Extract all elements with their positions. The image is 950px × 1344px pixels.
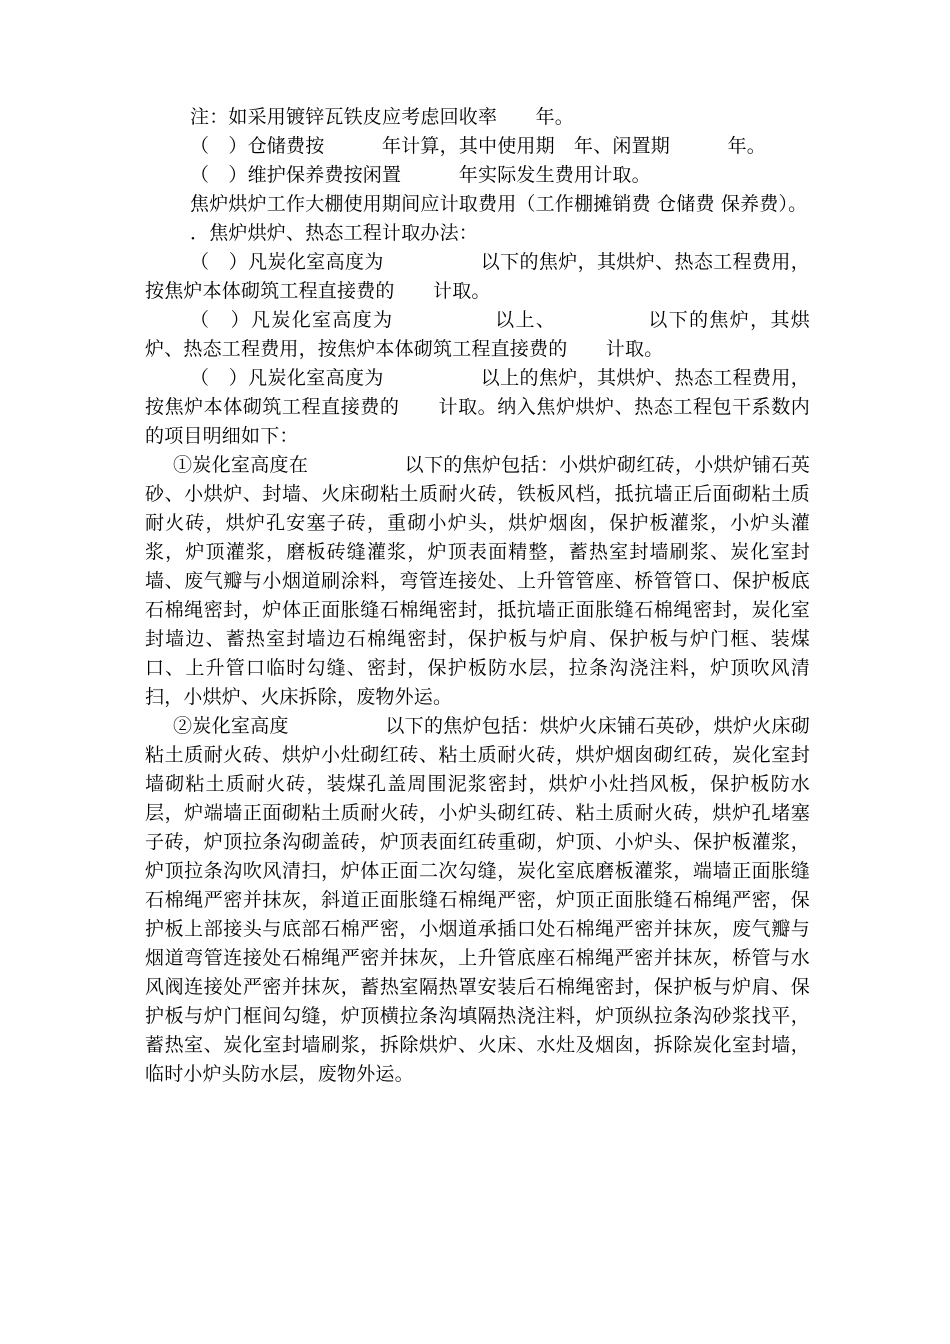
shed-fee-paragraph: 焦炉烘炉工作大棚使用期间应计取费用（工作棚摊销费 仓储费 保养费）。 <box>190 193 808 215</box>
clause-height-between: （ ）凡炭化室高度为 以上、 以下的焦炉，其烘炉、热态工程费用，按焦炉本体砌筑工程直接费的 计取。 <box>145 309 810 360</box>
section-heading-oven-method: ．焦炉烘炉、热态工程计取办法： <box>190 222 479 244</box>
document-page <box>145 103 810 1089</box>
clause-height-below: （ ）凡炭化室高度为 以下的焦炉，其烘炉、热态工程费用，按焦炉本体砌筑工程直接费的 计取。 <box>145 251 810 302</box>
item-list-1: ①炭化室高度在 以下的焦炉包括：小烘炉砌红砖，小烘炉铺石英砂、小烘炉、封墙、火床砌粘土质耐火砖，铁板风档，抵抗墙正后面砌粘土质耐火砖，烘炉孔安塞子砖，重砌小炉头，烘炉烟囱，保护板灌浆，小炉头灌浆，炉顶灌浆，磨板砖缝灌浆，炉顶表面精整，蓄热室封墙刷浆、炭化室封墙、废气瓣与小烟道刷涂料，弯管连接处、上升管管座、桥管管口、保护板底石棉绳密封，炉体正面胀缝石棉绳密封，抵抗墙正面胀缝石棉绳密封，炭化室封墙边、蓄热室封墙边石棉绳密封，保护板与炉肩、保护板与炉门框、装煤口、上升管口临时勾缝、密封，保护板防水层，拉条沟浇注料，炉顶吹风清扫，小烘炉、火床拆除，废物外运。 <box>145 454 810 708</box>
clause-height-above: （ ）凡炭化室高度为 以上的焦炉，其烘炉、热态工程费用，按焦炉本体砌筑工程直接费的 计取。纳入焦炉烘炉、热态工程包干系数内的项目明细如下： <box>145 367 810 447</box>
maintenance-fee-clause: （ ）维护保养费按闲置 年实际发生费用计取。 <box>190 164 651 186</box>
storage-fee-clause: （ ）仓储费按 年计算，其中使用期 年、闲置期 年。 <box>190 135 767 157</box>
item-list-2: ②炭化室高度 以下的焦炉包括：烘炉火床铺石英砂，烘炉火床砌粘土质耐火砖、烘炉小灶砌红砖、粘土质耐火砖，烘炉烟囱砌红砖，炭化室封墙砌粘土质耐火砖，装煤孔盖周围泥浆密封，烘炉小灶挡风板，保护板防水层，炉端墙正面砌粘土质耐火砖，小炉头砌红砖、粘土质耐火砖，烘炉孔堵塞子砖，炉顶拉条沟砌盖砖，炉顶表面红砖重砌，炉顶、小炉头、保护板灌浆，炉顶拉条沟吹风清扫，炉体正面二次勾缝，炭化室底磨板灌浆，端墙正面胀缝石棉绳严密并抹灰，斜道正面胀缝石棉绳严密，炉顶正面胀缝石棉绳严密，保护板上部接头与底部石棉严密，小烟道承插口处石棉绳严密并抹灰，废气瓣与烟道弯管连接处石棉绳严密并抹灰，上升管底座石棉绳严密并抹灰，桥管与水风阀连接处严密并抹灰，蓄热室隔热罩安装后石棉绳密封，保护板与炉肩、保护板与炉门框间勾缝，炉顶横拉条沟填隔热浇注料，炉顶纵拉条沟砂浆找平，蓄热室、炭化室封墙刷浆，拆除烘炉、火床、水灶及烟囱，拆除炭化室封墙，临时小炉头防水层，废物外运。 <box>145 715 810 1085</box>
note-recovery-rate: 注：如采用镀锌瓦铁皮应考虑回收率 年。 <box>190 106 575 128</box>
